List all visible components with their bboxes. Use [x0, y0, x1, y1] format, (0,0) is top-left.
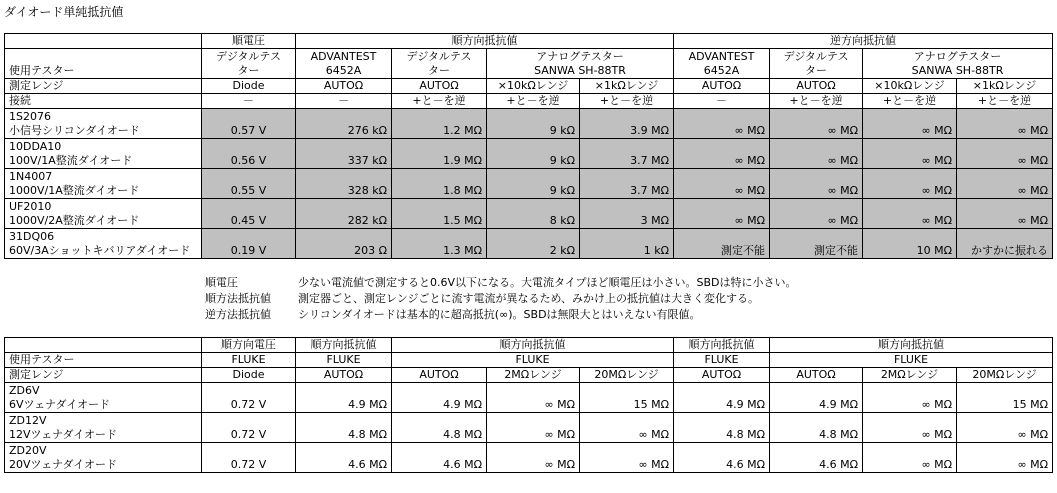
corner-cell: [5, 34, 202, 49]
range-cell: Diode: [202, 368, 296, 383]
connect-cell: +と－を逆: [392, 94, 487, 109]
row-header-cell: [5, 443, 202, 473]
range-cell: ×1kΩレンジ: [957, 79, 1053, 94]
table-row: [5, 139, 1053, 169]
value-cell: 0.57 V: [202, 109, 296, 139]
value-cell: 測定不能: [674, 229, 770, 259]
corner-cell: [5, 338, 202, 353]
connect-cell: +と－を逆: [957, 94, 1053, 109]
tester-cell: FLUKE: [392, 353, 674, 368]
value-cell: 9 kΩ: [487, 139, 580, 169]
connect-row: [5, 94, 1053, 109]
connect-cell: －: [674, 94, 770, 109]
range-row: [5, 368, 1053, 383]
table-row: [5, 199, 1053, 229]
connect-cell: +と－を逆: [487, 94, 580, 109]
value-cell: ∞ MΩ: [487, 413, 580, 443]
value-cell: 9 kΩ: [487, 169, 580, 199]
value-cell: 328 kΩ: [296, 169, 392, 199]
value-cell: ∞ MΩ: [770, 139, 863, 169]
value-cell: ∞ MΩ: [487, 443, 580, 473]
value-cell: 282 kΩ: [296, 199, 392, 229]
value-cell: ∞ MΩ: [487, 383, 580, 413]
range-cell: Diode: [202, 79, 296, 94]
value-cell: ∞ MΩ: [957, 413, 1053, 443]
value-cell: ∞ MΩ: [580, 443, 674, 473]
part-number: ZD20V: [9, 443, 47, 457]
connect-cell: －: [202, 94, 296, 109]
range-cell: 20MΩレンジ: [580, 368, 674, 383]
value-cell: 10 MΩ: [863, 229, 957, 259]
value-cell: ∞ MΩ: [863, 109, 957, 139]
range-cell: 2MΩレンジ: [487, 368, 580, 383]
value-cell: 8 kΩ: [487, 199, 580, 229]
value-cell: 4.9 MΩ: [392, 383, 487, 413]
value-cell: 4.9 MΩ: [674, 383, 770, 413]
value-cell: 1.2 MΩ: [392, 109, 487, 139]
table-row: [5, 229, 1053, 259]
tester-row: [5, 49, 1053, 79]
tester-cell: FLUKE: [674, 353, 770, 368]
group-header: 順方向抵抗値: [674, 338, 770, 353]
notes: [205, 275, 796, 323]
value-cell: 測定不能: [770, 229, 863, 259]
part-number: UF2010: [9, 199, 52, 213]
value-cell: 203 Ω: [296, 229, 392, 259]
tester-cell: デジタルテス ター: [770, 49, 863, 79]
part-description: 60V/3Aショットキバリアダイオード: [9, 243, 191, 257]
note-row: 順方法抵抗値 測定器ごと、測定レンジごとに流す電流が異なるため、みかけ上の抵抗値は大きく変化する。: [205, 292, 760, 305]
value-cell: 1.5 MΩ: [392, 199, 487, 229]
value-cell: ∞ MΩ: [957, 139, 1053, 169]
value-cell: ∞ MΩ: [674, 109, 770, 139]
row-header-cell: [5, 109, 202, 139]
diode-resistance-table: [4, 33, 1053, 259]
value-cell: 15 MΩ: [957, 383, 1053, 413]
value-cell: 0.45 V: [202, 199, 296, 229]
connect-cell: －: [296, 94, 392, 109]
connect-cell: +と－を逆: [863, 94, 957, 109]
note-row: 逆方法抵抗値 シリコンダイオードは基本的に超高抵抗(∞)。SBDは無限大とはいえない有限値。: [205, 308, 701, 321]
group-header: 順方向抵抗値: [392, 338, 674, 353]
value-cell: ∞ MΩ: [863, 169, 957, 199]
value-cell: 4.6 MΩ: [674, 443, 770, 473]
range-cell: AUTOΩ: [770, 79, 863, 94]
part-number: 10DDA10: [9, 139, 62, 153]
page-title: ダイオード単純抵抗値: [4, 5, 124, 19]
tester-cell: アナログテスター SANWA SH-88TR: [487, 49, 674, 79]
value-cell: 4.8 MΩ: [674, 413, 770, 443]
value-cell: ∞ MΩ: [957, 169, 1053, 199]
value-cell: 0.19 V: [202, 229, 296, 259]
part-number: ZD12V: [9, 413, 47, 427]
value-cell: ∞ MΩ: [770, 199, 863, 229]
range-cell: AUTOΩ: [296, 368, 392, 383]
range-cell: AUTOΩ: [392, 368, 487, 383]
range-cell: ×10kΩレンジ: [487, 79, 580, 94]
table-row: [5, 383, 1053, 413]
value-cell: ∞ MΩ: [957, 109, 1053, 139]
part-number: 1S2076: [9, 109, 51, 123]
value-cell: 4.8 MΩ: [392, 413, 487, 443]
range-cell: ×1kΩレンジ: [580, 79, 674, 94]
value-cell: 4.8 MΩ: [296, 413, 392, 443]
range-cell: AUTOΩ: [392, 79, 487, 94]
value-cell: ∞ MΩ: [770, 109, 863, 139]
range-row: [5, 79, 1053, 94]
row-header-cell: [5, 229, 202, 259]
value-cell: 0.55 V: [202, 169, 296, 199]
group-header-forward-voltage: 順電圧: [202, 34, 296, 49]
value-cell: ∞ MΩ: [957, 199, 1053, 229]
range-cell: 20MΩレンジ: [957, 368, 1053, 383]
connect-cell: +と－を逆: [770, 94, 863, 109]
part-description: 20Vツェナダイオード: [9, 457, 117, 471]
range-cell: AUTOΩ: [674, 368, 770, 383]
group-header: 順方向抵抗値: [296, 338, 392, 353]
row-label: 使用テスター: [5, 49, 202, 79]
value-cell: 0.72 V: [202, 413, 296, 443]
value-cell: 15 MΩ: [580, 383, 674, 413]
value-cell: 276 kΩ: [296, 109, 392, 139]
group-header: 順方向電圧: [202, 338, 296, 353]
group-header: 順方向抵抗値: [770, 338, 1053, 353]
row-label: 接続: [5, 94, 202, 109]
value-cell: 2 kΩ: [487, 229, 580, 259]
part-description: 100V/1A整流ダイオード: [9, 153, 133, 167]
value-cell: 4.6 MΩ: [770, 443, 863, 473]
range-cell: ×10kΩレンジ: [863, 79, 957, 94]
value-cell: ∞ MΩ: [674, 199, 770, 229]
note-row: 順電圧 少ない電流値で測定すると0.6V以下になる。大電流タイプほど順電圧は小さい。SBDは特に小さい。: [205, 276, 797, 289]
tester-cell: FLUKE: [202, 353, 296, 368]
tester-cell: ADVANTEST 6452A: [296, 49, 392, 79]
value-cell: ∞ MΩ: [863, 139, 957, 169]
group-header-forward-resistance: 順方向抵抗値: [296, 34, 674, 49]
group-header-reverse-resistance: 逆方向抵抗値: [674, 34, 1053, 49]
table-row: [5, 109, 1053, 139]
row-header-cell: [5, 383, 202, 413]
range-cell: AUTOΩ: [770, 368, 863, 383]
value-cell: 4.9 MΩ: [296, 383, 392, 413]
group-header-row: [5, 338, 1053, 353]
part-number: 31DQ06: [9, 229, 55, 243]
part-number: ZD6V: [9, 383, 40, 397]
value-cell: 3.7 MΩ: [580, 169, 674, 199]
value-cell: 4.6 MΩ: [296, 443, 392, 473]
part-description: 1000V/1A整流ダイオード: [9, 183, 140, 197]
table-row: [5, 443, 1053, 473]
value-cell: 1.8 MΩ: [392, 169, 487, 199]
value-cell: ∞ MΩ: [957, 443, 1053, 473]
value-cell: 4.8 MΩ: [770, 413, 863, 443]
value-cell: ∞ MΩ: [674, 169, 770, 199]
value-cell: ∞ MΩ: [580, 413, 674, 443]
value-cell: 3 MΩ: [580, 199, 674, 229]
part-description: 小信号シリコンダイオード: [9, 123, 140, 137]
value-cell: 1.3 MΩ: [392, 229, 487, 259]
tester-cell: アナログテスター SANWA SH-88TR: [863, 49, 1053, 79]
part-description: 12Vツェナダイオード: [9, 427, 117, 441]
value-cell: ∞ MΩ: [770, 169, 863, 199]
tester-cell: デジタルテス ター: [392, 49, 487, 79]
row-header-cell: [5, 139, 202, 169]
table-row: [5, 413, 1053, 443]
row-label: 使用テスター: [5, 353, 202, 368]
row-header-cell: [5, 199, 202, 229]
row-header-cell: [5, 413, 202, 443]
value-cell: 0.72 V: [202, 443, 296, 473]
part-description: 6Vツェナダイオード: [9, 397, 110, 411]
value-cell: 0.72 V: [202, 383, 296, 413]
value-cell: かすかに振れる: [957, 229, 1053, 259]
value-cell: 1 kΩ: [580, 229, 674, 259]
value-cell: 3.9 MΩ: [580, 109, 674, 139]
value-cell: 4.6 MΩ: [392, 443, 487, 473]
value-cell: ∞ MΩ: [863, 199, 957, 229]
tester-cell: FLUKE: [770, 353, 1053, 368]
value-cell: ∞ MΩ: [863, 383, 957, 413]
value-cell: 1.9 MΩ: [392, 139, 487, 169]
row-header-cell: [5, 169, 202, 199]
row-label: 測定レンジ: [5, 79, 202, 94]
value-cell: ∞ MΩ: [863, 443, 957, 473]
value-cell: 3.7 MΩ: [580, 139, 674, 169]
tester-row: [5, 353, 1053, 368]
tester-cell: デジタルテス ター: [202, 49, 296, 79]
value-cell: 0.56 V: [202, 139, 296, 169]
value-cell: 4.9 MΩ: [770, 383, 863, 413]
range-cell: 2MΩレンジ: [863, 368, 957, 383]
value-cell: ∞ MΩ: [863, 413, 957, 443]
row-label: 測定レンジ: [5, 368, 202, 383]
tester-cell: FLUKE: [296, 353, 392, 368]
value-cell: ∞ MΩ: [674, 139, 770, 169]
table-row: [5, 169, 1053, 199]
value-cell: 337 kΩ: [296, 139, 392, 169]
range-cell: AUTOΩ: [296, 79, 392, 94]
range-cell: AUTOΩ: [674, 79, 770, 94]
tester-cell: ADVANTEST 6452A: [674, 49, 770, 79]
part-description: 1000V/2A整流ダイオード: [9, 213, 140, 227]
value-cell: 9 kΩ: [487, 109, 580, 139]
zener-resistance-table: [4, 337, 1053, 473]
part-number: 1N4007: [9, 169, 53, 183]
group-header-row: [5, 34, 1053, 49]
connect-cell: +と－を逆: [580, 94, 674, 109]
